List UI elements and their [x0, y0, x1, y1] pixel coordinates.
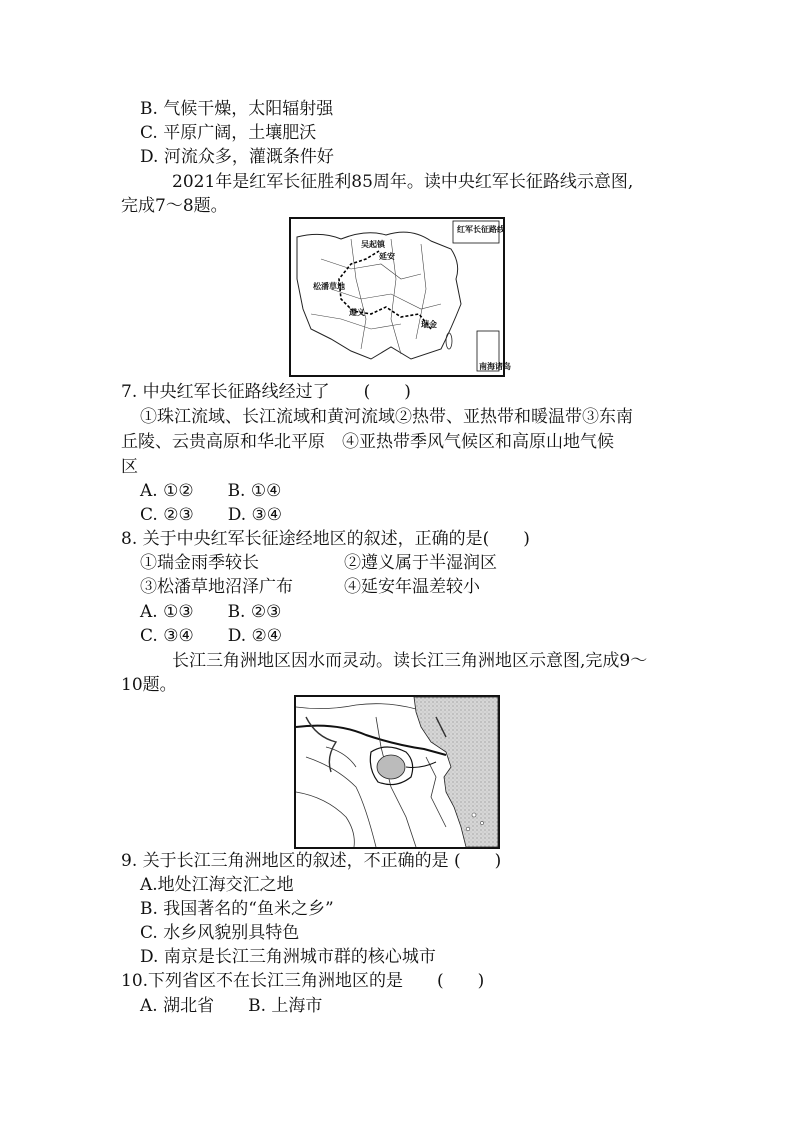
q7-stem: 7. 中央红军长征路线经过了 ( ) — [121, 382, 411, 402]
q9-option-d: D. 南京是长江三角洲城市群的核心城市 — [140, 947, 436, 967]
q7-statement-1: ①珠江流域、长江流域和黄河流域②热带、亚热带和暖温带③东南 — [140, 407, 633, 427]
q7-statement-3: 区 — [121, 457, 138, 477]
q10-options-ab: A. 湖北省 B. 上海市 — [140, 996, 323, 1016]
q8-options-cd: C. ③④ D. ②④ — [140, 626, 283, 646]
yangtze-delta-map — [294, 695, 500, 849]
intro-long-march-cont: 完成7～8题。 — [121, 196, 228, 216]
intro-yangtze-delta: 长江三角洲地区因水而灵动。读长江三角洲地区示意图,完成9～ — [172, 651, 648, 671]
place-yanan: 延安 — [379, 252, 395, 261]
q10-stem: 10.下列省区不在长江三角洲地区的是 ( ) — [121, 971, 485, 991]
q8-statements-2: ③松潘草地沼泽广布 ④延安年温差较小 — [140, 577, 480, 597]
inset-south-china-sea: 南海诸岛 — [479, 362, 511, 371]
q8-stem: 8. 关于中央红军长征途经地区的叙述，正确的是( ) — [121, 529, 530, 549]
q9-option-b: B. 我国著名的“鱼米之乡” — [140, 899, 334, 919]
q7-options-cd: C. ②③ D. ③④ — [140, 505, 283, 525]
q9-option-a: A.地处江海交汇之地 — [140, 875, 294, 895]
intro-long-march: 2021年是红军长征胜利85周年。读中央红军长征路线示意图, — [172, 172, 634, 192]
place-songpan: 松潘草地 — [313, 282, 345, 291]
q8-statements-1: ①瑞金雨季较长 ②遵义属于半湿润区 — [140, 553, 497, 573]
q9-option-c: C. 水乡风貌别具特色 — [140, 923, 300, 943]
map-legend-label: 红军长征路线 — [457, 225, 505, 234]
intro-yangtze-delta-cont: 10题。 — [121, 675, 177, 695]
q9-stem: 9. 关于长江三角洲地区的叙述，不正确的是 ( ) — [121, 851, 502, 871]
q6-option-c: C. 平原广阔，土壤肥沃 — [140, 123, 317, 143]
q6-option-d: D. 河流众多，灌溉条件好 — [140, 147, 334, 167]
q7-options-ab: A. ①② B. ①④ — [140, 481, 282, 501]
place-zunyi: 遵义 — [349, 308, 365, 317]
long-march-route-map — [289, 217, 511, 377]
q8-options-ab: A. ①③ B. ②③ — [140, 602, 282, 622]
q6-option-b: B. 气候干燥，太阳辐射强 — [140, 99, 334, 119]
place-wuqi: 吴起镇 — [361, 240, 385, 249]
q7-statement-2: 丘陵、云贵高原和华北平原 ④亚热带季风气候区和高原山地气候 — [121, 432, 614, 452]
place-ruijin: 瑞金 — [421, 320, 437, 329]
